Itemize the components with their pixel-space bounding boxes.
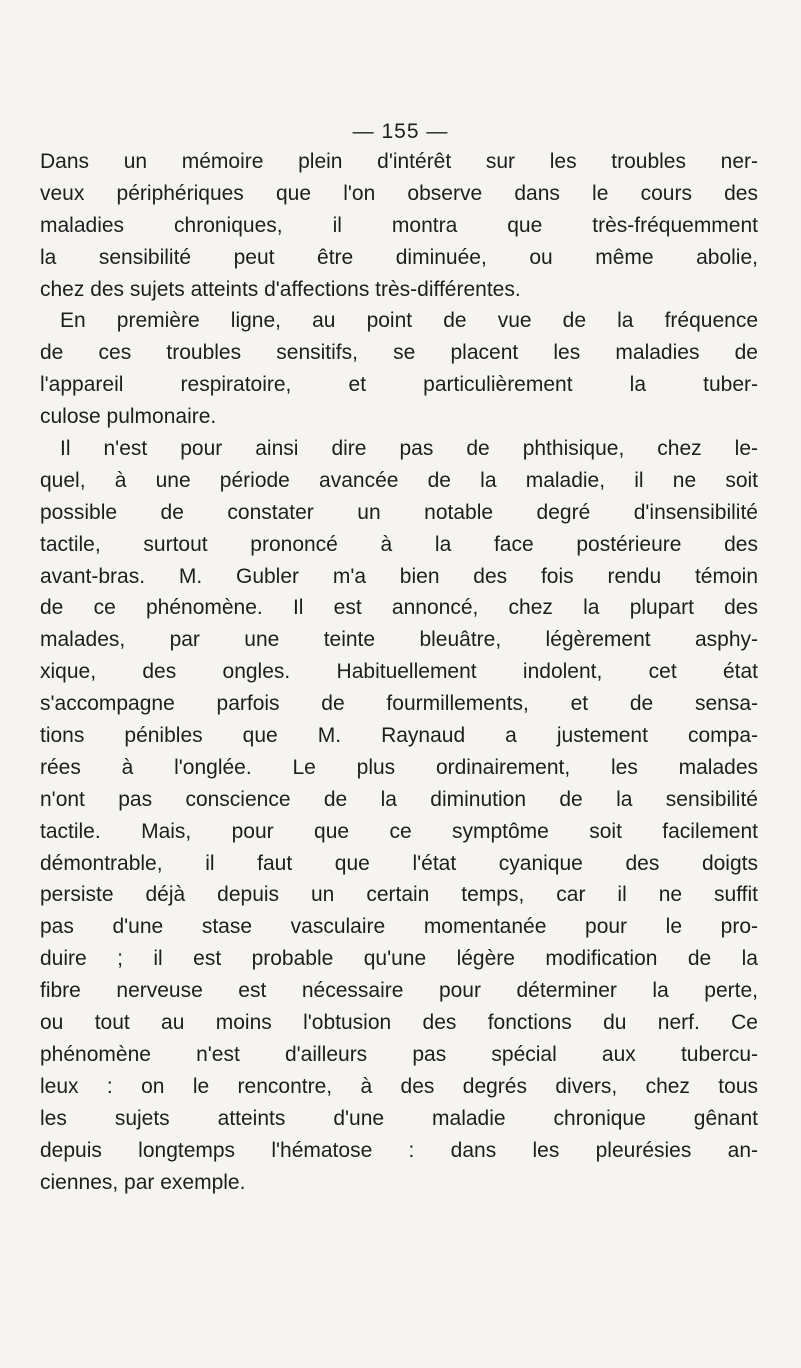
text-line: possible de constater un notable degré d'insensibilité [40,500,758,524]
text-line: ou tout au moins l'obtusion des fonctions du nerf. Ce [40,1011,758,1035]
text-line: ciennes, par exemple. [40,1170,246,1194]
text-line: pas d'une stase vasculaire momentanée pour le pro- [40,915,758,939]
text-line: démontrable, il faut que l'état cyanique des doigts [40,851,758,875]
text-line: duire ; il est probable qu'une légère modification de la [40,947,758,971]
text-line: tions pénibles que M. Raynaud a justement compa- [40,724,758,748]
text-line: n'ont pas conscience de la diminution de la sensibilité [40,787,758,811]
text-line: xique, des ongles. Habituellement indolent, cet état [40,660,758,684]
text-line: maladies chroniques, il montra que très-fréquemment [40,213,758,237]
text-line: rées à l'onglée. Le plus ordinairement, les malades [40,755,758,779]
text-line: tactile. Mais, pour que ce symptôme soit facilement [40,819,758,843]
text-line: de ce phénomène. Il est annoncé, chez la plupart des [40,596,758,620]
text-line: phénomène n'est d'ailleurs pas spécial aux tubercu- [40,1042,758,1066]
text-line: culose pulmonaire. [40,405,217,429]
text-line: tactile, surtout prononcé à la face postérieure des [40,532,758,556]
text-line: Dans un mémoire plein d'intérêt sur les troubles ner- [40,150,758,173]
text-line: la sensibilité peut être diminuée, ou même abolie, [40,245,758,269]
text-line: l'appareil respiratoire, et particulièrement la tuber- [40,373,758,397]
text-line: avant-bras. M. Gubler m'a bien des fois rendu témoin [40,564,758,588]
text-line: les sujets atteints d'une maladie chronique gênant [40,1106,758,1130]
text-line: leux : on le rencontre, à des degrés divers, chez tous [40,1074,758,1098]
body-text [40,146,758,1198]
text-line: de ces troubles sensitifs, se placent les maladies de [40,341,758,365]
text-line: En première ligne, au point de vue de la fréquence [60,309,758,333]
text-line: persiste déjà depuis un certain temps, car il ne suffit [40,883,758,907]
text-line: s'accompagne parfois de fourmillements, et de sensa- [40,692,758,716]
text-line: depuis longtemps l'hématose : dans les pleurésies an- [40,1138,758,1162]
page-number: — 155 — [352,120,449,143]
text-line: chez des sujets atteints d'affections très-différentes. [40,277,521,301]
text-line: Il n'est pour ainsi dire pas de phthisique, chez le- [60,437,758,461]
text-line: fibre nerveuse est nécessaire pour déterminer la perte, [40,979,758,1003]
text-line: malades, par une teinte bleuâtre, légèrement asphy- [40,628,758,652]
text-line: quel, à une période avancée de la maladie, il ne soit [40,468,758,492]
text-line: veux périphériques que l'on observe dans le cours des [40,181,758,205]
